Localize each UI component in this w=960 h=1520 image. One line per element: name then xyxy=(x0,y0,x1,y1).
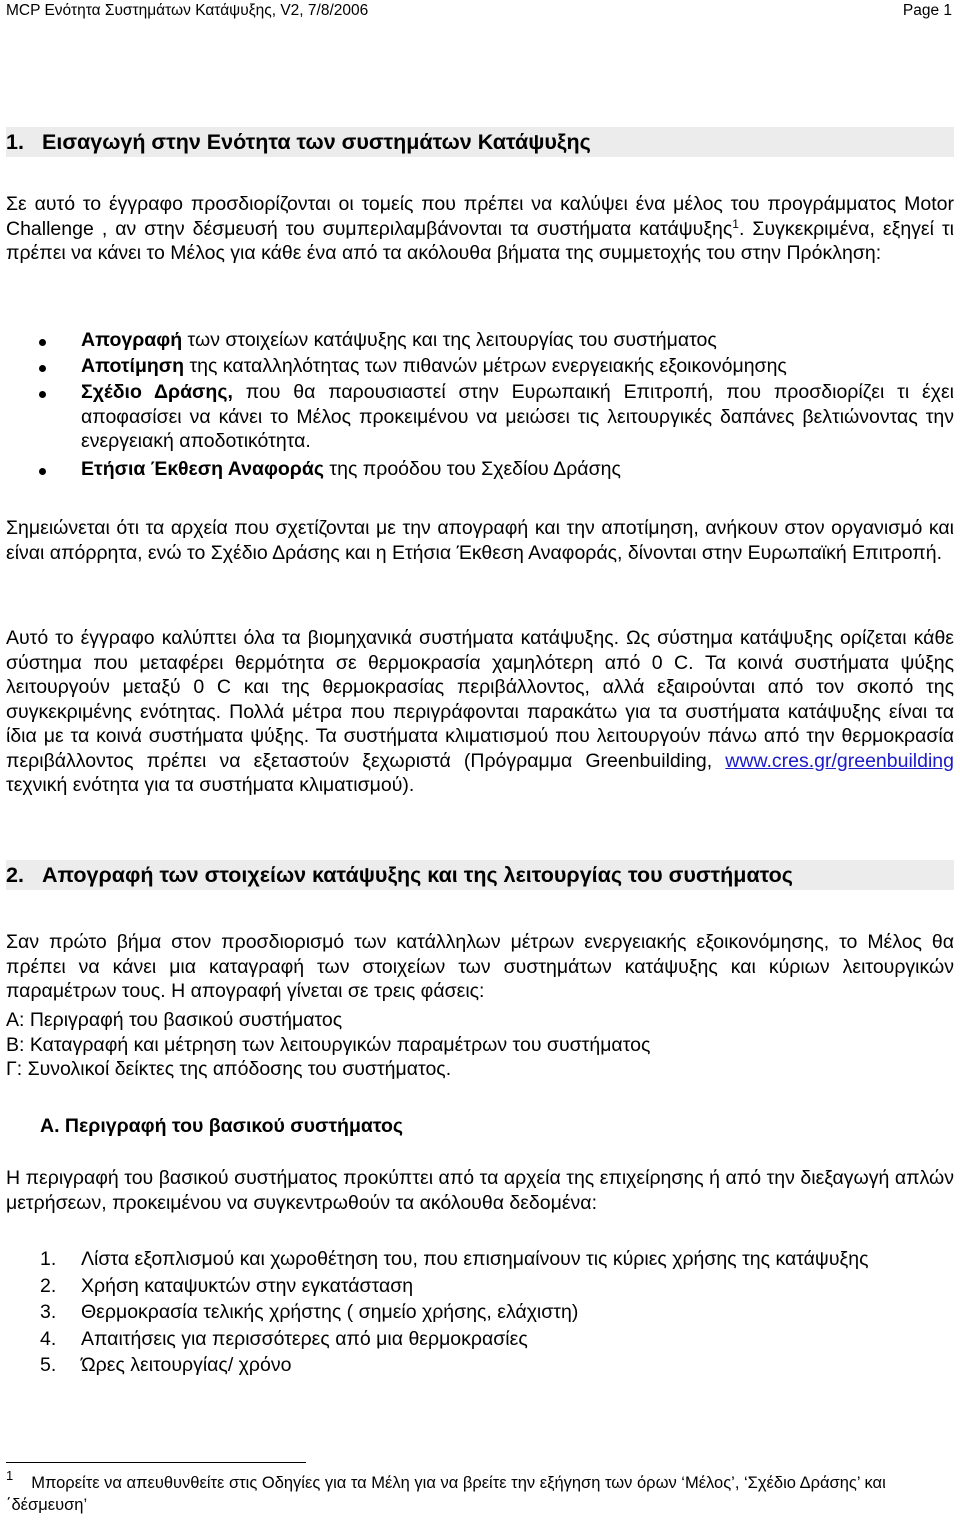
section-2-heading xyxy=(6,860,954,890)
section-1-scope xyxy=(6,626,954,798)
intro-text: Σε αυτό το έγγραφο προσδιορίζονται οι τομείς που πρέπει να καλύψει ένα μέλος του προγράμματος Motor Challenge , αν στην δέσμευσή του συμπεριλαμβάνονται τα συστήματα κατάψυξης xyxy=(6,193,954,240)
bullet-icon xyxy=(39,339,46,346)
list-item xyxy=(6,1299,954,1326)
list-item xyxy=(6,1246,954,1273)
item-number: 1. xyxy=(40,1248,57,1270)
item-text: Θερμοκρασία τελικής χρήστης ( σημείο χρήσης, ελάχιστη) xyxy=(81,1301,579,1323)
item-number: 2. xyxy=(40,1274,57,1297)
item-text: Απαιτήσεις για περισσότερες από μια θερμοκρασίες xyxy=(81,1327,528,1350)
bullet-term: Απογραφή xyxy=(81,329,183,351)
footnote-ref[interactable]: 1 xyxy=(732,216,739,231)
section-1-intro xyxy=(6,192,954,266)
bullet-text: της προόδου του Σχεδίου Δράσης xyxy=(324,457,621,480)
data-numbered-list xyxy=(6,1246,954,1379)
bullet-icon xyxy=(39,365,46,372)
item-number: 3. xyxy=(40,1301,57,1323)
greenbuilding-link[interactable]: www.cres.gr/greenbuilding xyxy=(725,749,954,772)
subsection-a-text: Η περιγραφή του βασικού συστήματος προκύπτει από τα αρχεία της επιχείρησης ή από την διεξαγωγή απλών μετρήσεων, προκειμένου να συγκεντρωθούν τα ακόλουθα δεδομένα: xyxy=(6,1167,954,1214)
list-item xyxy=(6,328,954,353)
section-1-note: Σημειώνεται ότι τα αρχεία που σχετίζονται με την απογραφή και την αποτίμηση, ανήκουν στον οργανισμό και είναι απόρρητα, ενώ το Σχέδιο Δράσης και η Ετήσια Έκθεση Αναφοράς, δίνονται στην Ευρωπαϊκή Επιτροπή. xyxy=(6,517,954,564)
intro-text-cont: . Συγκεκριμένα, εξηγεί τι πρέπει να κάνει το Μέλος για κάθε ένα από τα ακόλουθα βήματα της συμμετοχής του στην Πρόκληση: xyxy=(6,217,954,264)
item-text: Χρήση καταψυκτών στην εγκατάσταση xyxy=(81,1274,414,1297)
bullet-term: Σχέδιο Δράσης, xyxy=(81,381,233,403)
page-number: Page 1 xyxy=(902,2,952,19)
item-number: 4. xyxy=(40,1327,57,1350)
phase-item: Β: Καταγραφή και μέτρηση των λειτουργικών παραμέτρων του συστήματος xyxy=(6,1033,651,1056)
list-item xyxy=(6,457,954,482)
scope-text-end: τεχνική ενότητα για τα συστήματα κλιματισμού). xyxy=(6,774,415,796)
section-1-number: 1. xyxy=(6,130,24,154)
list-item xyxy=(6,1273,954,1300)
subsection-a-heading: Α. Περιγραφή του βασικού συστήματος xyxy=(40,1115,404,1137)
list-item xyxy=(6,1352,954,1379)
footnote-divider xyxy=(6,1462,306,1463)
bullet-term: Ετήσια Έκθεση Αναφοράς xyxy=(81,457,324,480)
list-item xyxy=(6,1326,954,1353)
item-text: Ώρες λειτουργίας/ χρόνο xyxy=(81,1354,292,1376)
phase-item: Α: Περιγραφή του βασικού συστήματος xyxy=(6,1009,343,1031)
phase-item: Γ: Συνολικοί δείκτες της απόδοσης του συστήματος. xyxy=(6,1058,452,1080)
list-item xyxy=(6,354,954,379)
section-1-heading xyxy=(6,127,954,157)
section-2-intro: Σαν πρώτο βήμα στον προσδιορισμό των κατάλληλων μέτρων ενεργειακής εξοικονόμησης, το Μέλος θα πρέπει να κάνει μια καταγραφή των στοιχείων των συστημάτων κατάψυξης και κύριων λειτουργικών παραμέτρων τους. Η απογραφή γίνεται σε τρεις φάσεις: xyxy=(6,931,954,1002)
bullet-text: που θα παρουσιαστεί στην Ευρωπαική Επιτροπή, που προσδιορίζει τι έχει αποφασίσει να κάνει το Μέλος προκειμένου να μειώσει τις λειτουργικές δαπάνες βελτιώνοντας την ενεργειακή αποδοτικότητα. xyxy=(81,381,954,452)
bullet-text: των στοιχείων κατάψυξης και της λειτουργίας του συστήματος xyxy=(182,329,717,351)
page-header-title: MCP Ενότητα Συστημάτων Κατάψυξης, V2, 7/8/2006 xyxy=(6,2,369,19)
phase-list xyxy=(6,1008,954,1082)
bullet-term: Αποτίμηση xyxy=(81,355,185,377)
footnote xyxy=(6,1468,954,1516)
scope-text: Αυτό το έγγραφο καλύπτει όλα τα βιομηχανικά συστήματα κατάψυξης. Ως σύστημα κατάψυξης ορίζεται κάθε σύστημα που μεταφέρει θερμότητα σε θερμοκρασία χαμηλότερη από 0 C. Τα κοινά συστήματα ψύξης λειτουργούν μεταξύ 0 C και της θερμοκρασίας περιβάλλοντος, αλλά εξαιρούνται από τον σκοπό της συγκεκριμένης ενότητας. Πολλά μέτρα που περιγράφονται παρακάτω για τα συστήματα κατάψυξης είναι τα ίδια με τα κοινά συστήματα ψύξης. Τα συστήματα κλιματισμού που λειτουργούν πάνω από την θερμοκρασία περιβάλλοντος πρέπει να εξεταστούν ξεχωριστά (Πρόγραμμα Greenbuilding, xyxy=(6,627,954,772)
list-item xyxy=(6,380,954,454)
section-2-number: 2. xyxy=(6,863,24,887)
bullet-icon xyxy=(39,468,46,475)
bullet-text: της καταλληλότητας των πιθανών μέτρων ενεργειακής εξοικονόμησης xyxy=(184,355,787,377)
item-text: Λίστα εξοπλισμού και χωροθέτηση του, που επισημαίνουν τις κύριες χρήσης της κατάψυξης xyxy=(81,1248,869,1270)
bullet-icon xyxy=(39,391,46,398)
section-1-title: Εισαγωγή στην Ενότητα των συστημάτων Κατάψυξης xyxy=(42,130,591,154)
footnote-number: 1 xyxy=(6,1468,14,1483)
steps-bullet-list xyxy=(6,328,954,483)
footnote-text: Μπορείτε να απευθυνθείτε στις Οδηγίες για τα Μέλη για να βρείτε την εξήγηση των όρων ‘Μέλος’, ‘Σχέδιο Δράσης’ και ΄δέσμευση’ xyxy=(6,1474,886,1514)
item-number: 5. xyxy=(40,1354,57,1376)
section-2-title: Απογραφή των στοιχείων κατάψυξης και της λειτουργίας του συστήματος xyxy=(42,863,793,887)
